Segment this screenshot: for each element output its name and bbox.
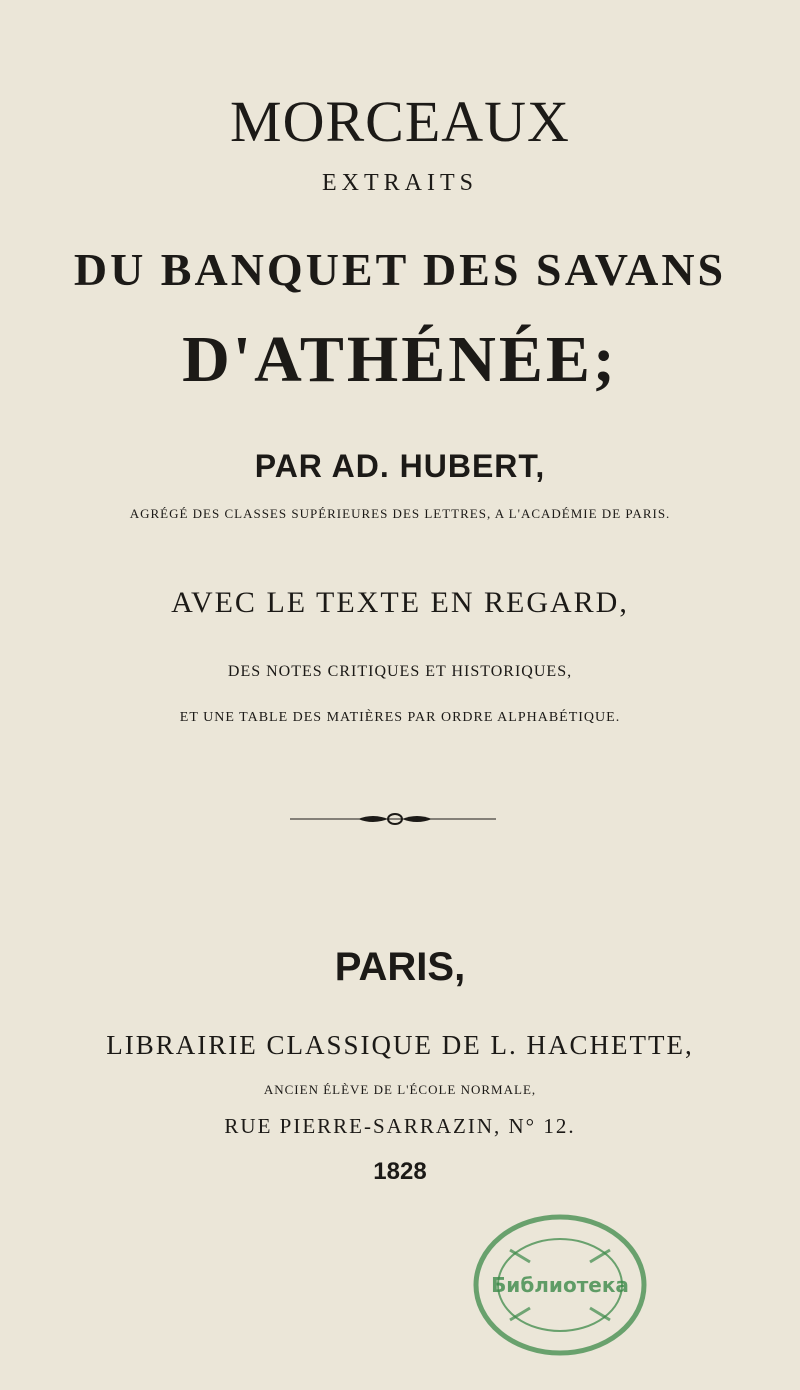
title-line-banquet: DU BANQUET DES SAVANS bbox=[73, 244, 727, 295]
library-stamp-icon bbox=[470, 1210, 650, 1360]
imprint-publisher: LIBRAIRIE CLASSIQUE DE L. HACHETTE, bbox=[106, 1030, 694, 1060]
edition-line-3: ET UNE TABLE DES MATIÈRES PAR ORDRE ALPHABÉTIQUE. bbox=[179, 710, 621, 725]
subtitle: EXTRAITS bbox=[322, 170, 478, 196]
author-role: AGRÉGÉ DES CLASSES SUPÉRIEURES DES LETTRES, A L'ACADÉMIE DE PARIS. bbox=[129, 506, 671, 521]
imprint-address: RUE PIERRE-SARRAZIN, N° 12. bbox=[224, 1114, 576, 1138]
edition-line-1: AVEC LE TEXTE EN REGARD, bbox=[171, 586, 629, 619]
imprint-year: 1828 bbox=[373, 1158, 427, 1185]
title-line-athenee: D'ATHÉNÉE; bbox=[182, 323, 618, 396]
author-line: PAR AD. HUBERT, bbox=[254, 448, 546, 484]
edition-line-2: DES NOTES CRITIQUES ET HISTORIQUES, bbox=[227, 663, 573, 680]
title-main: MORCEAUX bbox=[230, 89, 570, 154]
stamp-text: Библиотека bbox=[491, 1273, 629, 1297]
imprint-publisher-note: ANCIEN ÉLÈVE DE L'ÉCOLE NORMALE, bbox=[263, 1082, 537, 1097]
imprint-city: PARIS, bbox=[334, 945, 466, 989]
ornament-rule-icon bbox=[288, 812, 498, 826]
